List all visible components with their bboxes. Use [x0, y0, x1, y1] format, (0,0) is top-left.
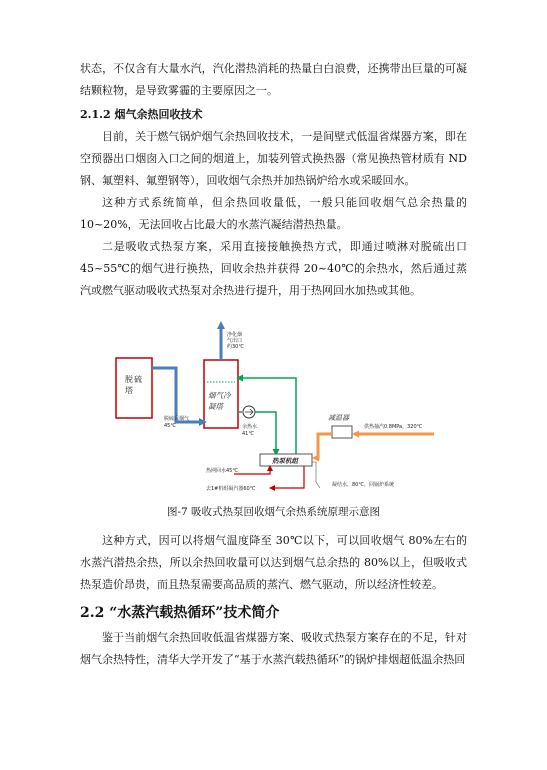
heating-steam-label: 供热抽汽0.8MPa，320℃ [364, 424, 423, 430]
paragraph-absorption-heat-pump: 二是吸收式热泵方案，采用直接接触换热方式，即通过喷淋对脱硫出口45~55℃的烟气进行换热，回收余热并获得 20~40℃的余热水，然后通过蒸汽或燃气驱动吸收式热泵对余热进行提升，用于热网回水加热或其他。 [80, 240, 467, 297]
desulfurization-tower [116, 358, 152, 418]
figure-caption: 图-7 吸收式热泵回收烟气余热系统原理示意图 [166, 506, 381, 518]
flue-gas-condenser-label-1: 烟气冷 [208, 391, 231, 400]
clean-flue-gas-label-3: 约30℃ [227, 344, 244, 350]
desuperheater [332, 426, 352, 438]
paragraph-low-temp-economizer: 目前，关于燃气锅炉烟气余热回收技术，一是间壁式低温省煤器方案，即在空预器出口烟囱入口之间的烟道上，加装列管式换热器（常见换热管材质有 ND钢、氟塑料、氟塑钢等），回收烟气余热并加热锅炉给水或采暖回水。 [80, 130, 467, 187]
heat-pump-system-diagram [110, 312, 442, 498]
condensate-return-line [312, 462, 320, 488]
clean-flue-gas-label-2: 气出口 [227, 338, 243, 344]
condensate-label: 凝结水，80℃，回锅炉系统 [332, 482, 394, 488]
desulfurized-flue-gas-label-1: 脱硫后烟气 [164, 416, 190, 422]
heat-pump-unit-label: 热泵机组 [272, 457, 298, 465]
heat-network-return-pipe [234, 466, 270, 474]
paragraph-intro-continued: 状态，不仅含有大量水汽，汽化潜热消耗的热量白白浪费，还携带出巨量的可凝结颗粒物，是导致雾霾的主要原因之一。 [80, 62, 467, 97]
desulfurized-flue-gas-label-2: 45℃ [164, 423, 176, 429]
paragraph-heat-pump-evaluation: 这种方式，因可以将烟气温度降至 30℃以下，可以回收烟气 80%左右的水蒸汽潜热余热，所以余热回收量可以达到烟气总余热的 80%以上，但吸收式热泵造价昂贵，而且热泵需要高品质的蒸汽、燃气驱动，所以经济性较差。 [80, 534, 467, 591]
desulfurization-tower-char-3: 塔 [125, 386, 133, 395]
paragraph-economizer-limitation: 这种方式系统简单，但余热回收量低，一般只能回收烟气总余热量的10~20%，无法回收占比最大的水蒸汽凝结潜热热量。 [80, 196, 467, 231]
flue-gas-condenser-label-2: 凝塔 [208, 402, 223, 411]
heat-network-supply-pipe [270, 466, 304, 488]
waste-heat-water-label-1: 余热水 [242, 424, 258, 430]
heat-network-supply-label: 去1#机组凝汽器60℃ [206, 486, 256, 492]
clean-flue-gas-label-1: 净化烟 [227, 332, 243, 338]
desuperheater-label: 减温器 [328, 414, 349, 422]
heat-network-return-label: 热网回水45℃ [206, 468, 238, 474]
desulfurization-tower-char-2: 硫 [134, 375, 142, 384]
desulfurization-tower-char-1: 脱 [125, 375, 133, 384]
waste-heat-water-label-2: 41℃ [242, 431, 254, 437]
desulfurized-flue-gas-pipe [152, 368, 204, 422]
steam-to-heat-pump-pipe [314, 434, 332, 458]
waste-heat-water-to-heat-pump-pipe [255, 412, 276, 454]
paragraph-steam-carrier-intro: 鉴于当前烟气余热回收低温省煤器方案、吸收式热泵方案存在的不足，针对烟气余热特性，清华大学开发了“基于水蒸汽载热循环”的锅炉排烟超低温余热回 [80, 631, 467, 666]
section-heading-2-1-2: 2.1.2 烟气余热回收技术 [80, 108, 203, 121]
section-heading-2-2: 2.2 “水蒸汽载热循环”技术简介 [80, 605, 280, 621]
